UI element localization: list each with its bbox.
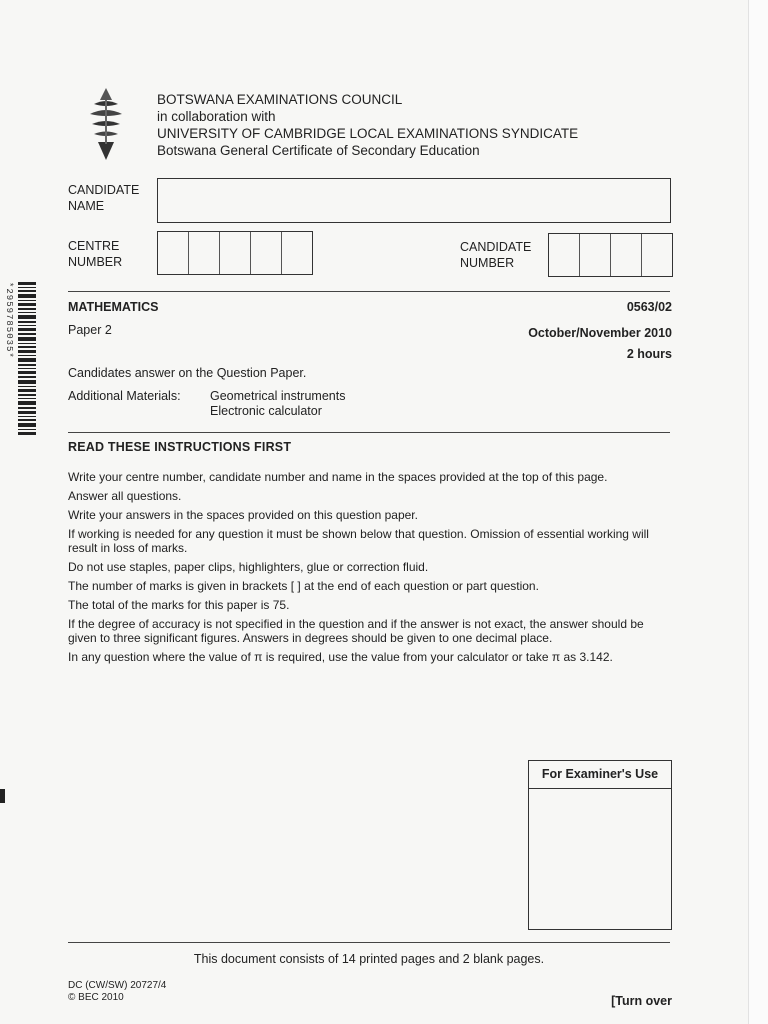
instruction-line: In any question where the value of π is required, use the value from your calculator or take π as 3.142. <box>68 650 613 664</box>
divider <box>68 942 670 943</box>
candidate-number-label: CANDIDATE NUMBER <box>460 240 532 270</box>
divider <box>68 432 670 433</box>
candidate-number-digit[interactable] <box>580 234 611 276</box>
scan-mark <box>0 789 5 803</box>
answer-on-paper-note: Candidates answer on the Question Paper. <box>68 366 307 380</box>
page-count-note: This document consists of 14 printed pages and 2 blank pages. <box>193 952 545 966</box>
material-item: Electronic calculator <box>210 404 322 418</box>
header-collaboration: in collaboration with <box>157 109 276 124</box>
syllabus-code: 0563/02 <box>626 300 672 314</box>
copyright: © BEC 2010 <box>68 992 124 1003</box>
instruction-line: If working is needed for any question it must be shown below that question. Omission of essential working will result in loss of marks. <box>68 527 649 555</box>
instruction-line: Answer all questions. <box>68 489 182 503</box>
additional-materials-label: Additional Materials: <box>68 389 181 403</box>
turn-over-label: [Turn over <box>611 994 672 1008</box>
paper-number: Paper 2 <box>68 323 112 337</box>
centre-number-digit[interactable] <box>282 232 312 274</box>
exam-session: October/November 2010 <box>528 326 672 340</box>
centre-number-digit[interactable] <box>220 232 251 274</box>
instruction-line: Write your centre number, candidate number and name in the spaces provided at the top of this page. <box>68 470 608 484</box>
centre-number-digit[interactable] <box>189 232 220 274</box>
candidate-name-label: CANDIDATE NAME <box>68 183 140 213</box>
centre-number-label: CENTRE NUMBER <box>68 239 123 269</box>
dc-code: DC (CW/SW) 20727/4 <box>68 980 167 991</box>
additional-materials-list <box>210 389 345 419</box>
examiners-use-title: For Examiner's Use <box>529 761 671 789</box>
centre-number-digit[interactable] <box>158 232 189 274</box>
candidate-number-digit[interactable] <box>611 234 642 276</box>
header-council: BOTSWANA EXAMINATIONS COUNCIL <box>157 92 403 107</box>
instruction-line: The total of the marks for this paper is 75. <box>68 598 290 612</box>
instructions-list <box>68 470 674 669</box>
barcode-number: *2959785035* <box>4 282 14 359</box>
document-code <box>68 980 166 1004</box>
header-university: UNIVERSITY OF CAMBRIDGE LOCAL EXAMINATIONS SYNDICATE <box>157 126 579 141</box>
instruction-line: Write your answers in the spaces provided on this question paper. <box>68 508 418 522</box>
candidate-name-field[interactable] <box>157 178 671 223</box>
candidate-number-field[interactable] <box>548 233 673 277</box>
material-item: Geometrical instruments <box>210 389 346 403</box>
instruction-line: Do not use staples, paper clips, highlighters, glue or correction fluid. <box>68 560 429 574</box>
centre-number-digit[interactable] <box>251 232 282 274</box>
divider <box>68 291 670 292</box>
barcode-icon <box>18 282 36 436</box>
instruction-line: If the degree of accuracy is not specified in the question and if the answer is not exact, the answer should be given to three significant figures. Answers in degrees should be given to one decimal place. <box>68 617 644 645</box>
exam-duration: 2 hours <box>626 347 672 361</box>
examiners-use-box <box>528 760 672 930</box>
header-certificate: Botswana General Certificate of Secondary Education <box>157 143 480 158</box>
page-edge <box>748 0 768 1024</box>
instruction-line: The number of marks is given in brackets [ ] at the end of each question or part question. <box>68 579 539 593</box>
subject-title: MATHEMATICS <box>68 300 159 314</box>
candidate-number-digit[interactable] <box>549 234 580 276</box>
centre-number-field[interactable] <box>157 231 313 275</box>
candidate-number-digit[interactable] <box>642 234 672 276</box>
instructions-title: READ THESE INSTRUCTIONS FIRST <box>68 440 292 454</box>
bec-logo-icon <box>84 86 128 162</box>
